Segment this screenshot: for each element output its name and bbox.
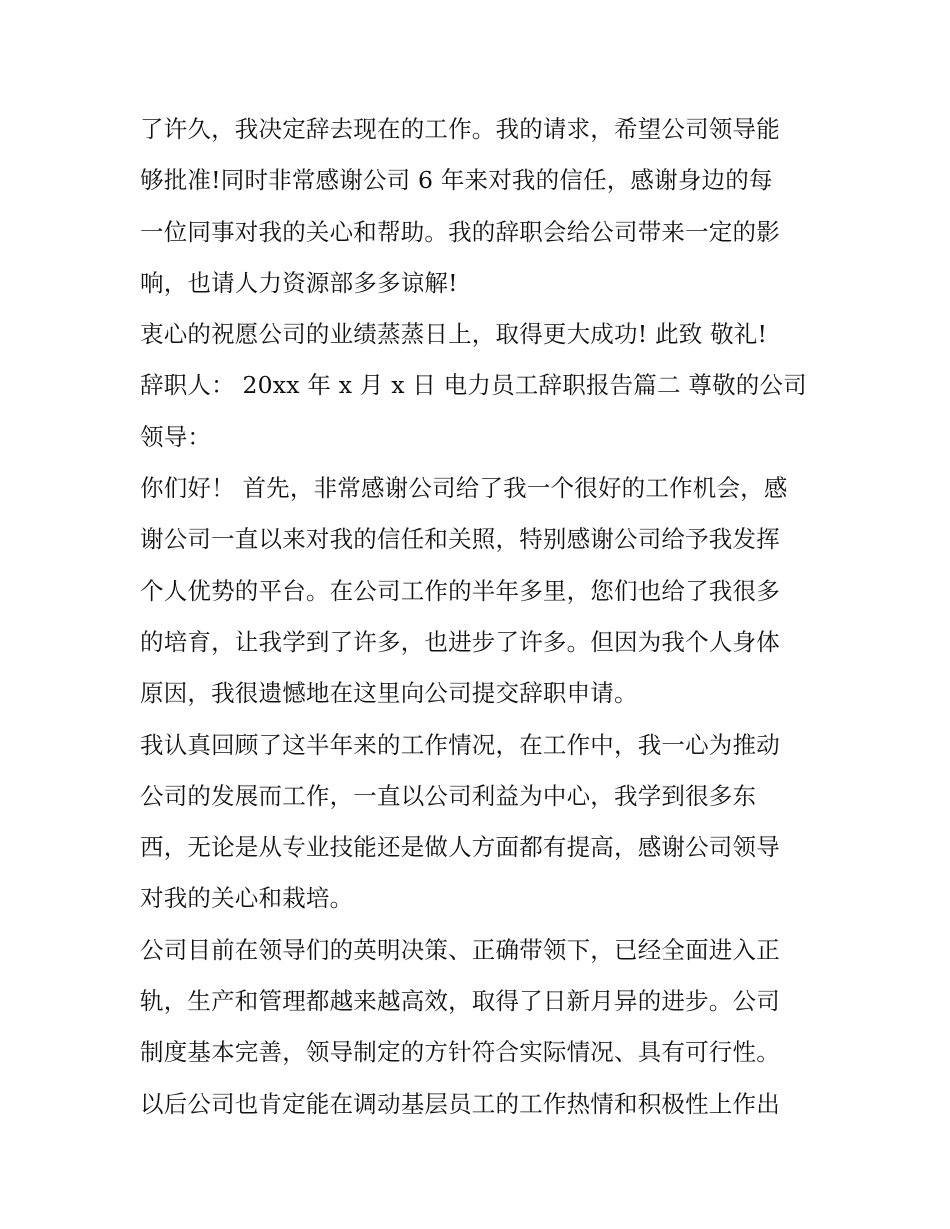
text-line: 我认真回顾了这半年来的工作情况，在工作中，我一心为推动 xyxy=(140,730,780,759)
text-line: 原因，我很遗憾地在这里向公司提交辞职申请。 xyxy=(140,679,638,708)
text-line: 一位同事对我的关心和帮助。我的辞职会给公司带来一定的影 xyxy=(140,217,780,246)
text-line: 辞职人： 20xx 年 x 月 x 日 电力员工辞职报告篇二 尊敬的公司 xyxy=(140,371,807,400)
text-line: 响，也请人力资源部多多谅解! xyxy=(140,268,458,297)
text-line: 衷心的祝愿公司的业绩蒸蒸日上，取得更大成功! 此致 敬礼! xyxy=(140,320,768,349)
text-line: 西，无论是从专业技能还是做人方面都有提高，感谢公司领导 xyxy=(140,833,780,862)
text-line: 谢公司一直以来对我的信任和关照，特别感谢公司给予我发挥 xyxy=(140,525,780,554)
text-line: 领导： xyxy=(140,422,212,451)
text-line: 够批准!同时非常感谢公司 6 年来对我的信任，感谢身边的每 xyxy=(140,166,773,195)
text-line: 对我的关心和栽培。 xyxy=(140,884,354,913)
text-line: 制度基本完善，领导制定的方针符合实际情况、具有可行性。 xyxy=(140,1038,780,1067)
document-body xyxy=(140,104,820,1130)
text-line: 你们好！ 首先，非常感谢公司给了我一个很好的工作机会，感 xyxy=(140,474,788,503)
text-line: 以后公司也肯定能在调动基层员工的工作热情和积极性上作出 xyxy=(140,1089,780,1118)
text-line: 了许久，我决定辞去现在的工作。我的请求，希望公司领导能 xyxy=(140,115,780,143)
text-line: 公司的发展而工作，一直以公司利益为中心，我学到很多东 xyxy=(140,781,757,810)
text-line: 个人优势的平台。在公司工作的半年多里，您们也给了我很多 xyxy=(140,576,780,605)
text-line: 轨，生产和管理都越来越高效，取得了日新月异的进步。公司 xyxy=(140,987,780,1016)
text-line: 公司目前在领导们的英明决策、正确带领下，已经全面进入正 xyxy=(140,935,780,964)
text-line: 的培育，让我学到了许多，也进步了许多。但因为我个人身体 xyxy=(140,627,780,656)
